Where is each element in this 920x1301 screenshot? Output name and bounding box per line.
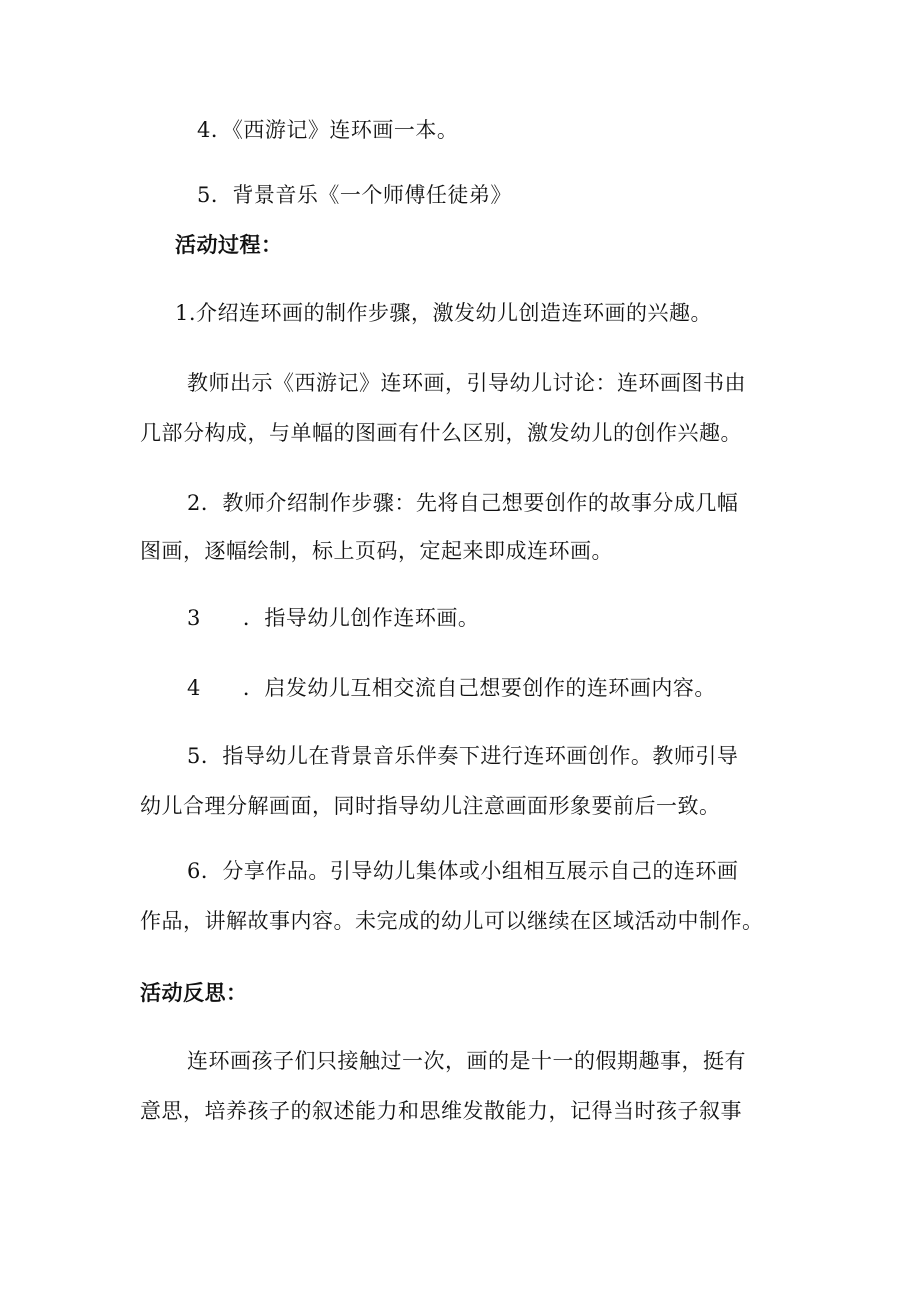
step-2-line-1: 2．教师介绍制作步骤：先将自己想要创作的故事分成几幅 — [187, 491, 739, 515]
process-step-4 — [187, 673, 716, 703]
process-step-1: 1.介绍连环画的制作步骤，激发幼儿创造连环画的兴趣。 — [175, 301, 713, 325]
step-6-line-1: 6．分享作品。引导幼儿集体或小组相互展示自己的连环画 — [187, 859, 739, 883]
step-2-line-2: 图画，逐幅绘制，标上页码，定起来即成连环画。 — [140, 539, 613, 563]
step-6-line-2: 作品，讲解故事内容。未完成的幼儿可以继续在区域活动中制作。 — [140, 909, 764, 933]
material-item-4: 4．《西游记》连环画一本。 — [197, 118, 459, 142]
step-3-text: ．指导幼儿创作连环画。 — [242, 606, 480, 630]
reflection-heading: 活动反思： — [140, 981, 248, 1005]
step-5-line-2: 幼儿合理分解画面，同时指导幼儿注意画面形象要前后一致。 — [140, 794, 721, 818]
step-3-number: 3 — [187, 606, 201, 630]
reflection-line-1: 连环画孩子们只接触过一次，画的是十一的假期趣事，挺有 — [187, 1049, 746, 1073]
step-4-text: ．启发幼儿互相交流自己想要创作的连环画内容。 — [242, 676, 716, 700]
process-step-3 — [187, 603, 479, 633]
step-1-detail-line-1: 教师出示《西游记》连环画，引导幼儿讨论：连环画图书由 — [187, 371, 746, 395]
process-heading: 活动过程： — [175, 233, 283, 257]
material-item-5: 5．背景音乐《一个师傅任徒弟》 — [197, 183, 512, 207]
step-1-detail-line-2: 几部分构成，与单幅的图画有什么区别，激发幼儿的创作兴趣。 — [140, 421, 742, 445]
step-5-line-1: 5．指导幼儿在背景音乐伴奏下进行连环画创作。教师引导 — [187, 744, 739, 768]
step-4-number: 4 — [187, 676, 201, 700]
reflection-line-2: 意思，培养孩子的叙述能力和思维发散能力，记得当时孩子叙事 — [140, 1099, 742, 1123]
